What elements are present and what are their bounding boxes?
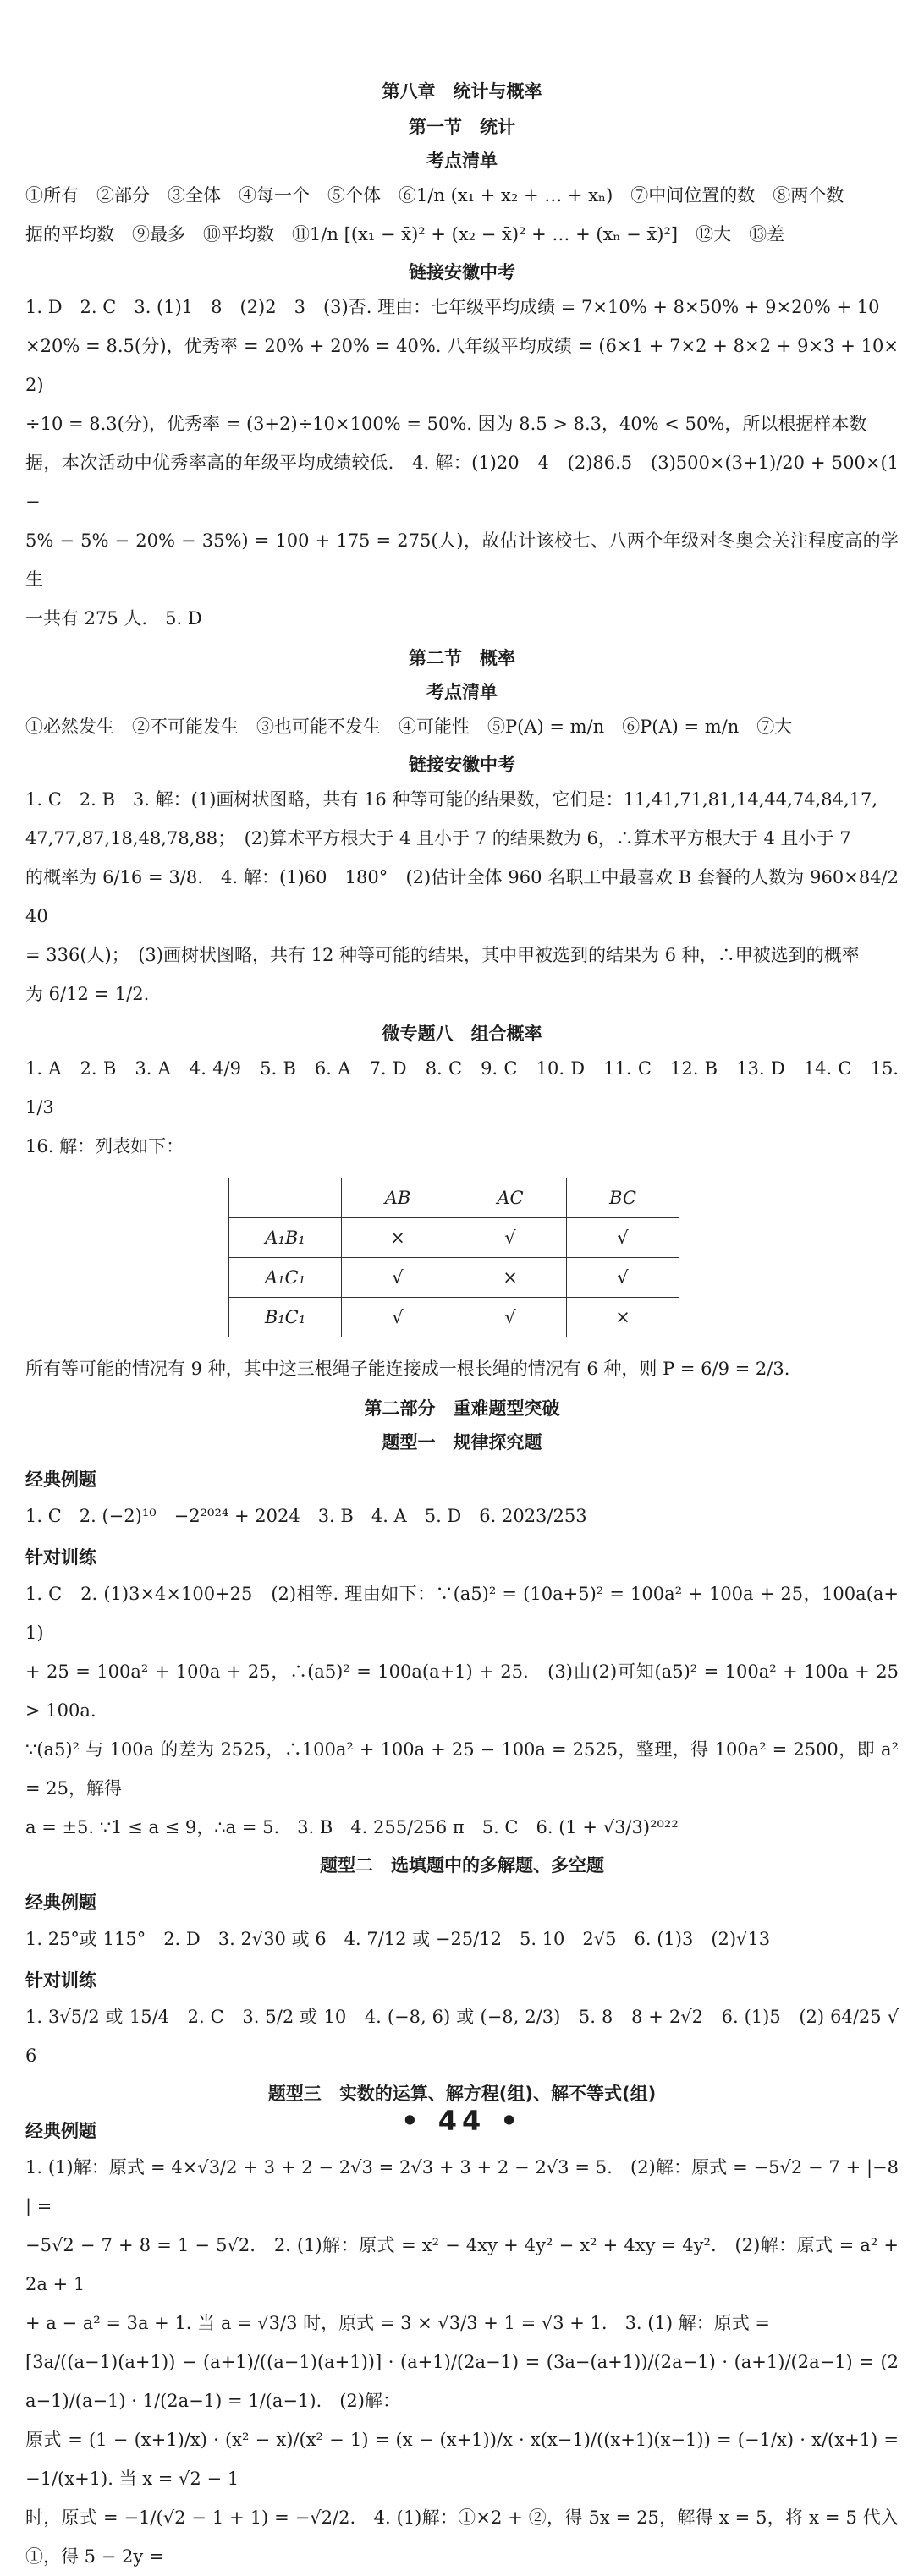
- table-header-row: [229, 1178, 679, 1218]
- section1-link-title: 链接安徽中考: [409, 262, 515, 283]
- type1-training-line: ∵(a5)² 与 100a 的差为 2525，∴100a² + 100a + 25 − 100a = 2525，整理，得 100a² = 2500，即 a² = 25，解得: [25, 1739, 899, 1799]
- type1-example-line: 1. C 2. (−2)¹⁰ −2²⁰²⁴ + 2024 3. B 4. A 5. D 6. 2023/253: [25, 1506, 587, 1526]
- section1-title: 第一节 统计: [409, 117, 515, 137]
- type1-training-line: + 25 = 100a² + 100a + 25，∴(a5)² = 100a(a+1) + 25. (3)由(2)可知(a5)² = 100a² + 100a + 25 > 100a.: [25, 1661, 899, 1721]
- type1-training-label: 针对训练: [25, 1547, 96, 1568]
- type3-example-line: 原式 = (1 − (x+1)/x) · (x² − x)/(x² − 1) = (x − (x+1))/x · x(x−1)/((x+1)(x−1)) = (−1/x) · x/(x+1) = −1/(x+1). 当 x = √2 − 1: [25, 2430, 899, 2489]
- type1-training-line: a = ±5. ∵1 ≤ a ≤ 9，∴a = 5. 3. B 4. 255/256 π 5. C 6. (1 + √3/3)²⁰²²: [25, 1817, 679, 1837]
- table-cell: ×: [454, 1258, 567, 1298]
- section2-link-title: 链接安徽中考: [409, 755, 515, 775]
- type3-example-line: [3a/((a−1)(a+1)) − (a+1)/((a−1)(a+1))] · (a+1)/(2a−1) = (3a−(a+1))/(2a−1) · (a+1)/(2a−1) = (2a−1)/(a−1) · 1/(2a−1) = 1/(a−1). (2)解：: [25, 2352, 899, 2411]
- section2-link-line: 为 6/12 = 1/2.: [25, 984, 150, 1004]
- type3-example-line: 1. (1)解：原式 = 4×√3/2 + 3 + 2 − 2√3 = 2√3 + 3 + 2 − 2√3 = 5. (2)解：原式 = −5√2 − 7 + |−8| =: [25, 2157, 899, 2216]
- type1-training-line: 1. C 2. (1)3×4×100+25 (2)相等. 理由如下：∵(a5)² = (10a+5)² = 100a² + 100a + 25，100a(a+1): [25, 1584, 899, 1643]
- table-cell: √: [342, 1298, 454, 1337]
- table-row-label: A₁C₁: [229, 1258, 342, 1298]
- table-cell: √: [567, 1218, 679, 1258]
- type2-title: 题型二 选填题中的多解题、多空题: [320, 1855, 604, 1876]
- table-header-cell: BC: [567, 1178, 679, 1218]
- section2-link-line: 1. C 2. B 3. 解：(1)画树状图略，共有 16 种等可能的结果数，它们是：11,41,71,81,14,44,74,84,17,: [25, 789, 878, 810]
- table-cell: √: [567, 1258, 679, 1298]
- type2-example-label: 经典例题: [25, 1892, 96, 1913]
- topic8-q16-conclusion: 所有等可能的情况有 9 种，其中这三根绳子能连接成一根长绳的情况有 6 种，则 P = 6/9 = 2/3.: [25, 1359, 790, 1379]
- section2-title: 第二节 概率: [409, 648, 515, 668]
- page-number: • 44 •: [401, 2105, 523, 2137]
- combination-table: [228, 1178, 679, 1337]
- section1-checklist-line: 据的平均数 ⑨最多 ⑩平均数 ⑪1/n [(x₁ − x̄)² + (x₂ − x̄)² + … + (xₙ − x̄)²] ⑫大 ⑬差: [25, 224, 785, 244]
- chapter-title: 第八章 统计与概率: [382, 81, 542, 102]
- table-row: [229, 1258, 679, 1298]
- type3-title: 题型三 实数的运算、解方程(组)、解不等式(组): [267, 2084, 657, 2104]
- topic8-q16-intro: 16. 解：列表如下：: [25, 1136, 184, 1156]
- topic8-title: 微专题八 组合概率: [382, 1024, 542, 1044]
- page-content: [25, 76, 899, 2576]
- table-row: [229, 1218, 679, 1258]
- section1-checklist-title: 考点清单: [426, 151, 498, 171]
- section1-link-line: 1. D 2. C 3. (1)1 8 (2)2 3 (3)否. 理由：七年级平均成绩 = 7×10% + 8×50% + 9×20% + 10: [25, 297, 880, 317]
- table-cell: √: [342, 1258, 454, 1298]
- section2-link-line: = 336(人)； (3)画树状图略，共有 12 种等可能的结果，其中甲被选到的结果为 6 种，∴甲被选到的概率: [25, 945, 860, 965]
- type3-example-line: 时，原式 = −1/(√2 − 1 + 1) = −√2/2. 4. (1)解：①×2 + ②，得 5x = 25，解得 x = 5，将 x = 5 代入①，得 5 − 2y =: [25, 2507, 899, 2567]
- section1-link-line: ×20% = 8.5(分)，优秀率 = 20% + 20% = 40%. 八年级平均成绩 = (6×1 + 7×2 + 8×2 + 9×3 + 10×2): [25, 336, 899, 395]
- table-cell: ×: [567, 1298, 679, 1337]
- section2-checklist-line: ①必然发生 ②不可能发生 ③也可能不发生 ④可能性 ⑤P(A) = m/n ⑥P(A) = m/n ⑦大: [25, 717, 793, 737]
- table-header-cell: AC: [454, 1178, 567, 1218]
- type2-training-line: 1. 3√5/2 或 15/4 2. C 3. 5/2 或 10 4. (−8, 6) 或 (−8, 2/3) 5. 8 8 + 2√2 6. (1)5 (2) 64/25 √6: [25, 2007, 899, 2066]
- table-cell: √: [454, 1298, 567, 1337]
- section1-link-line: ÷10 = 8.3(分)，优秀率 = (3+2)÷10×100% = 50%. 因为 8.5 > 8.3，40% < 50%，所以根据样本数: [25, 414, 867, 434]
- table-header-cell: AB: [342, 1178, 454, 1218]
- section1-link-line: 一共有 275 人. 5. D: [25, 608, 202, 629]
- table-row-label: B₁C₁: [229, 1298, 342, 1337]
- section1-link-line: 5% − 5% − 20% − 35%) = 100 + 175 = 275(人)，故估计该校七、八两个年级对冬奥会关注程度高的学生: [25, 530, 899, 590]
- table-row-label: A₁B₁: [229, 1218, 342, 1258]
- table-row: [229, 1298, 679, 1337]
- table-header-cell: [229, 1178, 342, 1218]
- part2-title: 第二部分 重难题型突破: [364, 1398, 560, 1419]
- section1-checklist-line: ①所有 ②部分 ③全体 ④每一个 ⑤个体 ⑥1/n (x₁ + x₂ + … + xₙ) ⑦中间位置的数 ⑧两个数: [25, 185, 844, 206]
- type3-example-label: 经典例题: [25, 2121, 96, 2141]
- table-cell: √: [454, 1218, 567, 1258]
- type2-example-line: 1. 25°或 115° 2. D 3. 2√30 或 6 4. 7/12 或 −25/12 5. 10 2√5 6. (1)3 (2)√13: [25, 1929, 771, 1949]
- table-cell: ×: [342, 1218, 454, 1258]
- type2-training-label: 针对训练: [25, 1970, 96, 1991]
- type3-example-line: −5√2 − 7 + 8 = 1 − 5√2. 2. (1)解：原式 = x² − 4xy + 4y² − x² + 4xy = 4y². (2)解：原式 = a² + 2a + 1: [25, 2235, 899, 2294]
- section2-link-line: 的概率为 6/16 = 3/8. 4. 解：(1)60 180° (2)估计全体 960 名职工中最喜欢 B 套餐的人数为 960×84/240: [25, 867, 899, 926]
- section2-checklist-title: 考点清单: [426, 682, 498, 702]
- type3-example-line: + a − a² = 3a + 1. 当 a = √3/3 时，原式 = 3 × √3/3 + 1 = √3 + 1. 3. (1) 解：原式 =: [25, 2313, 770, 2333]
- type1-title: 题型一 规律探究题: [382, 1432, 542, 1453]
- type1-example-label: 经典例题: [25, 1469, 96, 1490]
- topic8-answers: 1. A 2. B 3. A 4. 4/9 5. B 6. A 7. D 8. C 9. C 10. D 11. C 12. B 13. D 14. C 15. 1/3: [25, 1058, 899, 1118]
- section1-link-line: 据，本次活动中优秀率高的年级平均成绩较低. 4. 解：(1)20 4 (2)86.5 (3)500×(3+1)/20 + 500×(1−: [25, 453, 899, 512]
- section2-link-line: 47,77,87,18,48,78,88； (2)算术平方根大于 4 且小于 7 的结果数为 6，∴算术平方根大于 4 且小于 7: [25, 828, 851, 849]
